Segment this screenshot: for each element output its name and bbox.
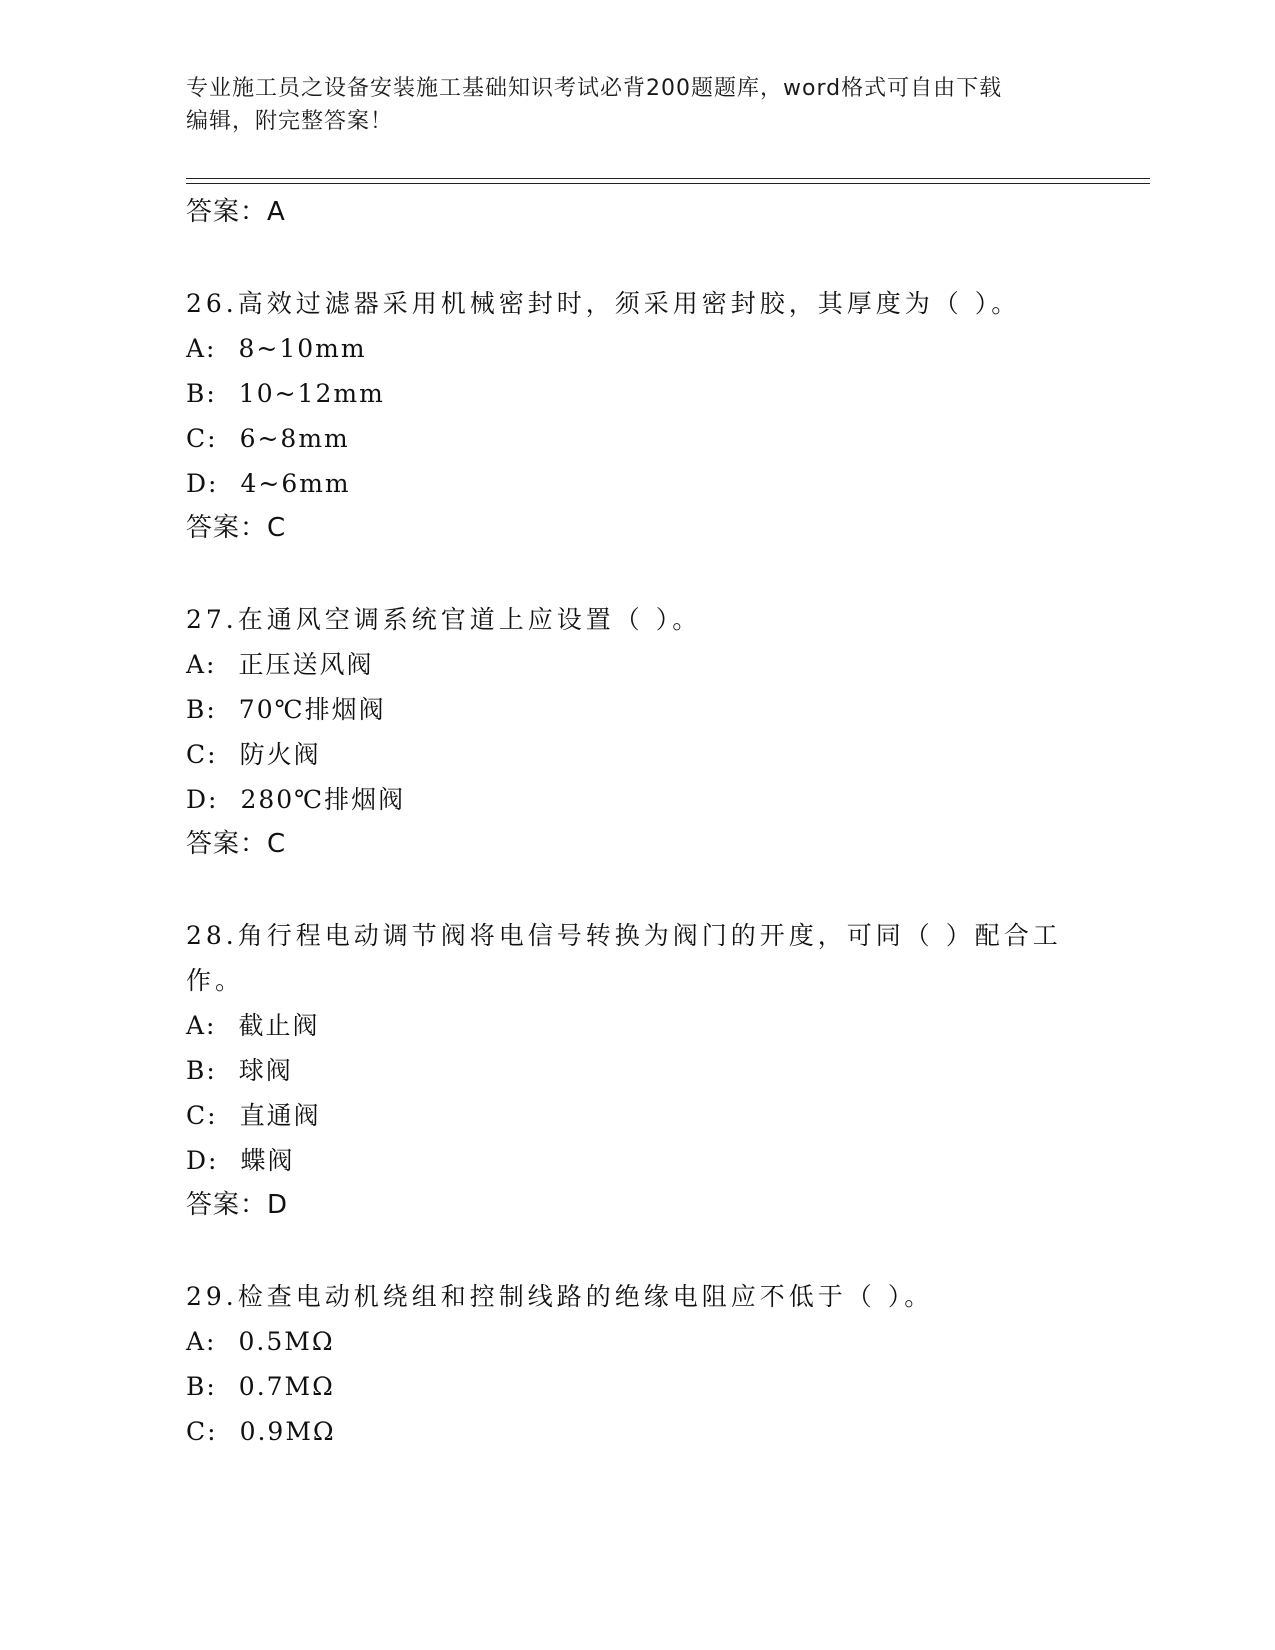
answer-prefix: 答案： <box>186 197 268 227</box>
option-letter: A: <box>186 1327 217 1356</box>
spacer <box>186 235 1066 281</box>
option-text: 蝶阀 <box>240 1146 295 1175</box>
header-divider-bottom <box>186 183 1150 184</box>
spacer <box>186 1228 1066 1274</box>
option-b <box>186 687 1066 732</box>
option-letter: A: <box>186 1011 217 1040</box>
option-a <box>186 642 1066 687</box>
header-line-1: 专业施工员之设备安装施工基础知识考试必背200题题库，word格式可自由下载 <box>186 76 1003 101</box>
option-text: 直通阀 <box>239 1101 321 1130</box>
option-text: 10~12mm <box>238 379 385 408</box>
answer-line <box>186 822 1066 867</box>
option-b <box>186 1048 1066 1093</box>
option-letter: B: <box>186 379 217 408</box>
option-letter: C: <box>186 424 218 453</box>
question-text: 27.在通风空调系统官道上应设置（ ）。 <box>186 605 702 634</box>
page-header <box>186 72 1066 138</box>
answer-line <box>186 1183 1066 1228</box>
option-text: 截止阀 <box>238 1011 320 1040</box>
answer-prefix: 答案： <box>186 829 268 859</box>
question-text: 29.检查电动机绕组和控制线路的绝缘电阻应不低于（ ）。 <box>186 1282 934 1311</box>
option-letter: B: <box>186 1056 217 1085</box>
option-c <box>186 1093 1066 1138</box>
answer-value: C <box>267 829 287 859</box>
option-letter: C: <box>186 1101 218 1130</box>
option-a <box>186 1003 1066 1048</box>
option-letter: B: <box>186 695 217 724</box>
option-letter: D: <box>186 469 219 498</box>
option-text: 70℃排烟阀 <box>238 695 386 724</box>
header-divider-top <box>186 178 1150 179</box>
option-letter: B: <box>186 1372 217 1401</box>
option-letter: A: <box>186 334 217 363</box>
question-block <box>186 1274 1066 1454</box>
option-c <box>186 732 1066 777</box>
answer-line <box>186 506 1066 551</box>
answer-line <box>186 190 1066 235</box>
answer-value: D <box>267 1190 289 1220</box>
question-block <box>186 913 1066 1228</box>
option-letter: D: <box>186 785 219 814</box>
option-text: 0.9MΩ <box>239 1417 336 1446</box>
option-d <box>186 777 1066 822</box>
option-text: 0.5MΩ <box>238 1327 335 1356</box>
answer-prefix: 答案： <box>186 1190 268 1220</box>
question-block <box>186 597 1066 867</box>
option-text: 4~6mm <box>240 469 351 498</box>
option-text: 球阀 <box>238 1056 293 1085</box>
answer-prefix: 答案： <box>186 513 268 543</box>
answer-value: C <box>267 513 287 543</box>
question-text: 26.高效过滤器采用机械密封时，须采用密封胶，其厚度为（ ）。 <box>186 289 1021 318</box>
option-b <box>186 371 1066 416</box>
option-text: 正压送风阀 <box>238 650 374 679</box>
option-b <box>186 1364 1066 1409</box>
option-text: 防火阀 <box>239 740 321 769</box>
question-list <box>186 190 1066 1454</box>
answer-value: A <box>267 197 286 227</box>
option-d <box>186 461 1066 506</box>
option-c <box>186 1409 1066 1454</box>
option-letter: D: <box>186 1146 219 1175</box>
question-text: 28.角行程电动调节阀将电信号转换为阀门的开度，可同（ ）配合工作。 <box>186 921 1062 995</box>
option-text: 280℃排烟阀 <box>240 785 406 814</box>
header-line-2: 编辑，附完整答案！ <box>186 109 394 134</box>
option-a <box>186 1319 1066 1364</box>
option-letter: A: <box>186 650 217 679</box>
option-text: 0.7MΩ <box>238 1372 335 1401</box>
option-c <box>186 416 1066 461</box>
option-letter: C: <box>186 740 218 769</box>
spacer <box>186 551 1066 597</box>
option-a <box>186 326 1066 371</box>
option-d <box>186 1138 1066 1183</box>
spacer <box>186 867 1066 913</box>
option-letter: C: <box>186 1417 218 1446</box>
option-text: 6~8mm <box>239 424 350 453</box>
question-block <box>186 281 1066 551</box>
option-text: 8~10mm <box>238 334 367 363</box>
